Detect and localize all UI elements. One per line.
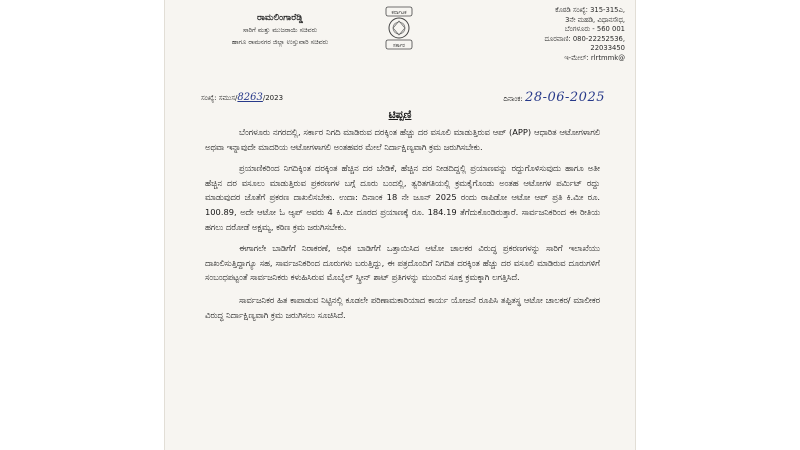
address-office: ಕೊಠಡಿ ಸಂಖ್ಯೆ: 315-315ಎ, (555, 6, 625, 14)
paragraph-3: ಈಗಾಗಲೇ ಬಾಡಿಗೆಗೆ ನಿರಾಕರಣೆ, ಅಧಿಕ ಬಾಡಿಗೆಗೆ ಒತ್ತಾಯಿಸಿದ ಆಟೋ ಚಾಲಕರ ವಿರುದ್ಧ ಪ್ರಕರಣಗಳನ್ನು ಸಾರಿಗೆ ಇಲಾಖೆಯು ದಾಖಲಿಸುತ್ತಿದ್ದಾಗ್ಯೂ ಸಹ, ಸಾರ್ವಜನಿಕರಿಂದ ದೂರುಗಳು ಬರುತ್ತಿದ್ದು, ಈ ಪತ್ರದೊಂದಿಗೆ ನಿಗದಿತ ದರಕ್ಕಿಂತ ಹೆಚ್ಚು ದರ ವಸೂಲಿ ಮಾಡಿರುವ ದೂರುಗಳಿಗೆ ಸಂಬಂಧಪಟ್ಟಂತೆ ಸಾರ್ವಜನಿಕರು ಕಳುಹಿಸಿರುವ ಮೊಬೈಲ್ ಸ್ಕ್ರೀನ್ ಶಾಟ್ ಪ್ರತಿಗಳನ್ನು ಮುಂದಿನ ಸೂಕ್ತ ಕ್ರಮಕ್ಕಾಗಿ ಲಗತ್ತಿಸಿದೆ. (205, 243, 600, 283)
address-block (475, 6, 625, 63)
paragraph-1: ಬೆಂಗಳೂರು ನಗರದಲ್ಲಿ, ಸರ್ಕಾರ ನಿಗದಿ ಮಾಡಿರುವ ದರಕ್ಕಿಂತ ಹೆಚ್ಚು ದರ ವಸೂಲಿ ಮಾಡುತ್ತಿರುವ ಆಪ್ (APP) ಆಧಾರಿತ ಆಟೋಗಳಾಗಲಿ ಅಥವಾ ಇನ್ನಾವುದೇ ಮಾದರಿಯ ಆಟೋಗಳಾಗಲಿ ಅಂತಹವರ ಮೇಲೆ ನಿರ್ದಾಕ್ಷಿಣ್ಯವಾಗಿ ಕ್ರಮ ಜರುಗಿಸಬೇಕು. (205, 127, 600, 152)
karnataka-emblem-icon (381, 5, 417, 51)
reference-number (201, 92, 283, 103)
sender-name: ರಾಮಲಿಂಗಾರೆಡ್ಡಿ (256, 13, 304, 23)
sender-block (205, 13, 355, 47)
emblem-top-text: ಕರ್ನಾಟಕ (391, 10, 407, 16)
reference-line (201, 90, 615, 104)
letter-body (205, 125, 600, 329)
emblem-bottom-text: ಸರ್ಕಾರ (393, 43, 405, 49)
date-handwritten-value: 28-06-2025 (525, 90, 605, 105)
date-field (503, 90, 605, 105)
date-label: ದಿನಾಂಕ: (503, 95, 523, 103)
address-phone-2: 22033450 (590, 44, 625, 52)
reference-year: /2023 (262, 94, 284, 102)
reference-label: ಸಂಖ್ಯೆ: ಸಮುಸ/ (201, 94, 238, 102)
letter-sheet (165, 0, 635, 450)
address-building: 3ನೇ ಮಹಡಿ, ವಿಧಾನಸೌಧ, (565, 15, 625, 24)
address-email: ಇ-ಮೇಲ್: rlrtmmk@ (564, 53, 625, 62)
sender-designation-2: ಹಾಗೂ ರಾಮನಗರ ಜಿಲ್ಲಾ ಉಸ್ತುವಾರಿ ಸಚಿವರು (231, 38, 329, 46)
paragraph-4: ಸಾರ್ವಜನಿಕರ ಹಿತ ಕಾಪಾಡುವ ನಿಟ್ಟಿನಲ್ಲಿ ಕೂಡಲೇ ಪರಿಣಾಮಕಾರಿಯಾದ ಕಾರ್ಯ ಯೋಜನೆ ರೂಪಿಸಿ ತಪ್ಪಿತಸ್ಥ ಆಟೋ ಚಾಲಕರ/ ಮಾಲೀಕರ ವಿರುದ್ಧ ನಿರ್ದಾಕ್ಷಿಣ್ಯವಾಗಿ ಕ್ರಮ ಜರುಗಿಸಲು ಸೂಚಿಸಿದೆ. (205, 294, 600, 320)
reference-handwritten-number: 8263 (237, 92, 263, 103)
paragraph-2: ಪ್ರಯಾಣಿಕರಿಂದ ನಿಗದಿಕ್ಕಿಂತ ದರಕ್ಕಿಂತ ಹೆಚ್ಚಿನ ದರ ಬೇಡಿಕೆ, ಹೆಚ್ಚಿನ ದರ ನೀಡದಿದ್ದಲ್ಲಿ ಪ್ರಯಾಣವನ್ನು ರದ್ದುಗೊಳಿಸುವುದು ಹಾಗೂ ಅತೀ ಹೆಚ್ಚಿನ ದರ ವಸೂಲು ಮಾಡುತ್ತಿರುವ ಪ್ರಕರಣಗಳ ಬಗ್ಗೆ ದೂರು ಬಂದಲ್ಲಿ, ತ್ವರಿತಗತಿಯಲ್ಲಿ ಕ್ರಮಕೈಗೊಂಡು ಅಂತಹ ಆಟೋಗಳ ಪರ್ಮಿಟ್ ರದ್ದು ಮಾಡುವುದರ ಜೊತೆಗೆ ಪ್ರಕರಣ ದಾಖಲಿಸಬೇಕು. ಉದಾ: ದಿನಾಂಕ 18 ನೇ ಜೂನ್ 2025 ರಂದು ರಾಪಿಡೋ ಆಟೋ ಆಪ್ ಪ್ರತಿ ಕಿ.ಮೀ ರೂ. 100.89, ಅದೇ ಆಟೋ ಓ ಆ್ಯಪ್ ಅವರು 4 ಕಿ.ಮೀ ದೂರದ ಪ್ರಯಾಣಕ್ಕೆ ರೂ. 184.19 ತೆಗೆದುಕೊಂಡಿರುತ್ತಾರೆ. ಸಾರ್ವಜನಿಕರಿಂದ ಈ ರೀತಿಯ ಹಗಲು ದರೋಡೆ ಅಕ್ಷಮ್ಯ, ಕಠಿಣ ಕ್ರಮ ಜರುಗಿಸಬೇಕು. (205, 163, 600, 232)
address-city: ಬೆಂಗಳೂರು - 560 001 (564, 25, 625, 33)
address-phone: ದೂರವಾಣಿ: 080-22252536, (544, 34, 625, 43)
sender-designation-1: ಸಾರಿಗೆ ಮತ್ತು ಮುಜರಾಯಿ ಸಚಿವರು (242, 26, 318, 34)
document-title: ಟಿಪ್ಪಣಿ (388, 108, 412, 121)
